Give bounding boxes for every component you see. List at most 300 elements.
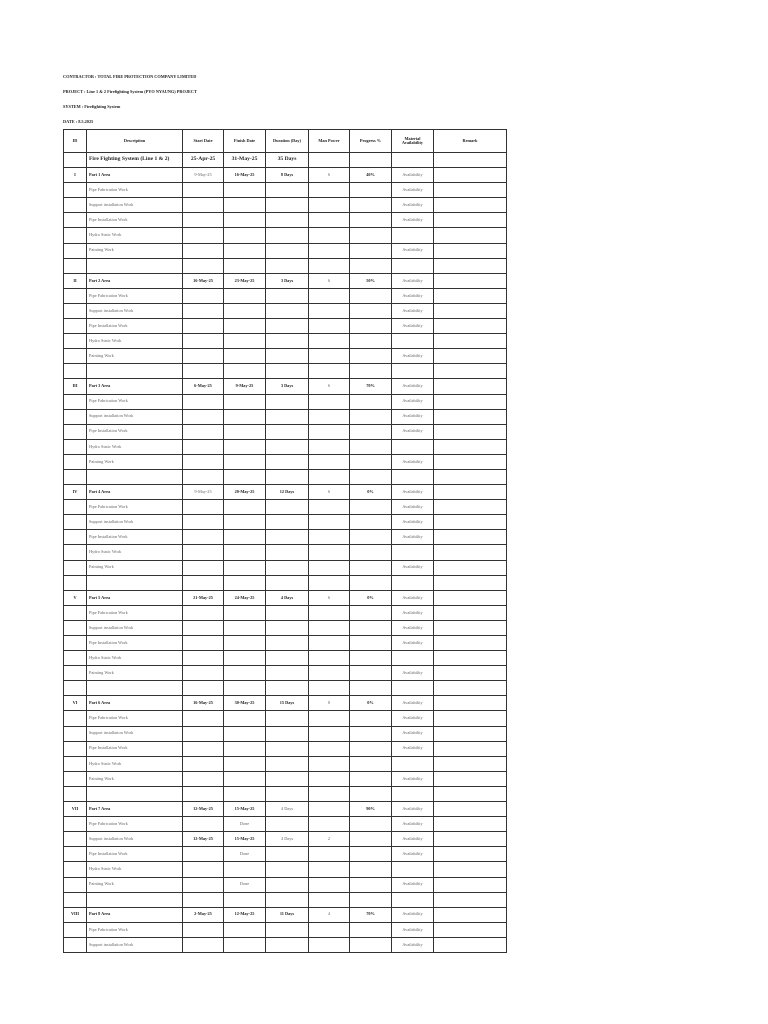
task-start <box>183 394 224 409</box>
part-row <box>64 485 507 500</box>
task-duration <box>266 651 309 666</box>
task-row <box>64 651 507 666</box>
part-progress: 70% <box>350 379 392 394</box>
spacer-row <box>64 681 507 696</box>
summary-description: Fire Fighting System (Line 1 & 2) <box>87 153 183 168</box>
task-description: Painting Work <box>87 560 183 575</box>
task-start <box>183 726 224 741</box>
part-manpower: 6 <box>309 273 350 288</box>
part-id: VIII <box>64 907 87 922</box>
task-start <box>183 877 224 892</box>
task-remark <box>434 741 507 756</box>
task-progress <box>350 847 392 862</box>
task-duration <box>266 394 309 409</box>
task-progress <box>350 937 392 952</box>
task-progress <box>350 545 392 560</box>
task-material: Availability <box>392 726 434 741</box>
task-manpower <box>309 545 350 560</box>
task-material: Availability <box>392 394 434 409</box>
task-duration <box>266 213 309 228</box>
part-id: VI <box>64 696 87 711</box>
task-manpower <box>309 636 350 651</box>
task-material: Availability <box>392 832 434 847</box>
task-start <box>183 409 224 424</box>
task-row <box>64 500 507 515</box>
part-duration: 4 Days <box>266 802 309 817</box>
task-progress <box>350 636 392 651</box>
task-description: Hydro Static Work <box>87 439 183 454</box>
task-description: Pipe Installation Work <box>87 636 183 651</box>
col-start-date: Start Date <box>183 130 224 153</box>
task-progress <box>350 228 392 243</box>
task-progress <box>350 213 392 228</box>
task-remark <box>434 515 507 530</box>
task-finish <box>224 711 266 726</box>
task-remark <box>434 500 507 515</box>
task-description: Painting Work <box>87 877 183 892</box>
part-remark <box>434 590 507 605</box>
task-description: Support installation Work <box>87 620 183 635</box>
part-row <box>64 168 507 183</box>
task-finish <box>224 394 266 409</box>
task-duration <box>266 530 309 545</box>
task-remark <box>434 560 507 575</box>
task-manpower <box>309 741 350 756</box>
task-start <box>183 636 224 651</box>
task-progress <box>350 515 392 530</box>
task-progress <box>350 711 392 726</box>
date-line: DATE : 8.5.2025 <box>63 119 94 124</box>
part-manpower: 6 <box>309 379 350 394</box>
task-manpower <box>309 937 350 952</box>
part-material: Availability <box>392 168 434 183</box>
task-description: Painting Work <box>87 243 183 258</box>
task-duration <box>266 620 309 635</box>
task-material: Availability <box>392 560 434 575</box>
task-finish <box>224 862 266 877</box>
task-row <box>64 832 507 847</box>
task-row <box>64 303 507 318</box>
task-remark <box>434 545 507 560</box>
task-progress <box>350 756 392 771</box>
task-row <box>64 636 507 651</box>
task-duration <box>266 862 309 877</box>
task-row <box>64 862 507 877</box>
part-start: 16-May-25 <box>183 273 224 288</box>
task-duration <box>266 319 309 334</box>
task-progress <box>350 832 392 847</box>
task-progress <box>350 651 392 666</box>
part-finish: 15-May-25 <box>224 802 266 817</box>
part-duration: 15 Days <box>266 696 309 711</box>
task-row <box>64 847 507 862</box>
task-manpower <box>309 319 350 334</box>
part-manpower: 8 <box>309 696 350 711</box>
task-remark <box>434 726 507 741</box>
task-remark <box>434 213 507 228</box>
task-description: Painting Work <box>87 454 183 469</box>
task-material: Availability <box>392 620 434 635</box>
task-remark <box>434 922 507 937</box>
col-duration: Duration (Day) <box>266 130 309 153</box>
part-remark <box>434 907 507 922</box>
task-finish <box>224 922 266 937</box>
col-progress: Progress % <box>350 130 392 153</box>
part-row <box>64 696 507 711</box>
task-duration: 4 Days <box>266 832 309 847</box>
task-description: Painting Work <box>87 771 183 786</box>
part-name: Part 1 Area <box>87 168 183 183</box>
task-duration <box>266 756 309 771</box>
task-material <box>392 334 434 349</box>
spacer-row <box>64 892 507 907</box>
task-duration <box>266 877 309 892</box>
task-start <box>183 741 224 756</box>
task-manpower <box>309 756 350 771</box>
task-row <box>64 877 507 892</box>
task-start <box>183 771 224 786</box>
task-manpower <box>309 651 350 666</box>
task-description: Support installation Work <box>87 726 183 741</box>
task-finish <box>224 319 266 334</box>
part-material: Availability <box>392 379 434 394</box>
task-material: Availability <box>392 605 434 620</box>
task-finish <box>224 454 266 469</box>
task-manpower <box>309 424 350 439</box>
task-progress <box>350 439 392 454</box>
part-progress: 50% <box>350 273 392 288</box>
task-duration <box>266 243 309 258</box>
part-material: Availability <box>392 273 434 288</box>
task-start <box>183 349 224 364</box>
task-manpower: 2 <box>309 832 350 847</box>
task-duration <box>266 817 309 832</box>
task-finish: Done <box>224 877 266 892</box>
task-start <box>183 303 224 318</box>
task-duration <box>266 726 309 741</box>
task-progress <box>350 620 392 635</box>
task-remark <box>434 711 507 726</box>
task-start <box>183 560 224 575</box>
task-remark <box>434 409 507 424</box>
task-material: Availability <box>392 213 434 228</box>
task-material: Availability <box>392 303 434 318</box>
part-material: Availability <box>392 485 434 500</box>
task-material: Availability <box>392 922 434 937</box>
part-progress: 40% <box>350 168 392 183</box>
task-start <box>183 605 224 620</box>
task-row <box>64 771 507 786</box>
task-description: Pipe Installation Work <box>87 847 183 862</box>
task-row <box>64 560 507 575</box>
summary-start: 25-Apr-25 <box>183 153 224 168</box>
task-row <box>64 319 507 334</box>
task-start <box>183 454 224 469</box>
part-remark <box>434 802 507 817</box>
task-row <box>64 711 507 726</box>
part-row <box>64 379 507 394</box>
task-duration <box>266 771 309 786</box>
part-id: VII <box>64 802 87 817</box>
part-row <box>64 907 507 922</box>
task-description: Pipe Fabrication Work <box>87 817 183 832</box>
task-row <box>64 741 507 756</box>
task-manpower <box>309 288 350 303</box>
task-finish <box>224 605 266 620</box>
part-duration: 4 Days <box>266 590 309 605</box>
task-finish <box>224 620 266 635</box>
part-material: Availability <box>392 590 434 605</box>
task-row <box>64 409 507 424</box>
summary-duration: 35 Days <box>266 153 309 168</box>
task-duration <box>266 439 309 454</box>
task-material: Availability <box>392 349 434 364</box>
part-row <box>64 802 507 817</box>
task-manpower <box>309 726 350 741</box>
task-row <box>64 545 507 560</box>
task-duration <box>266 349 309 364</box>
task-finish <box>224 424 266 439</box>
task-start <box>183 862 224 877</box>
col-finish-date: Finish Date <box>224 130 266 153</box>
spacer-row <box>64 364 507 379</box>
task-manpower <box>309 228 350 243</box>
task-description: Hydro Static Work <box>87 334 183 349</box>
part-finish: 20-May-25 <box>224 485 266 500</box>
part-remark <box>434 485 507 500</box>
task-remark <box>434 334 507 349</box>
task-finish <box>224 349 266 364</box>
part-name: Part 6 Area <box>87 696 183 711</box>
task-remark <box>434 183 507 198</box>
task-description: Pipe Installation Work <box>87 741 183 756</box>
task-finish <box>224 228 266 243</box>
task-material: Availability <box>392 454 434 469</box>
task-row <box>64 620 507 635</box>
task-row <box>64 213 507 228</box>
task-material: Availability <box>392 741 434 756</box>
part-remark <box>434 168 507 183</box>
part-manpower: 6 <box>309 485 350 500</box>
task-material <box>392 651 434 666</box>
task-start <box>183 243 224 258</box>
task-duration <box>266 711 309 726</box>
task-material: Availability <box>392 183 434 198</box>
task-remark <box>434 198 507 213</box>
task-finish <box>224 213 266 228</box>
task-description: Pipe Installation Work <box>87 424 183 439</box>
part-id: IV <box>64 485 87 500</box>
task-row <box>64 605 507 620</box>
task-duration <box>266 334 309 349</box>
task-start <box>183 228 224 243</box>
task-duration <box>266 228 309 243</box>
part-id: I <box>64 168 87 183</box>
task-remark <box>434 530 507 545</box>
task-progress <box>350 394 392 409</box>
task-row <box>64 937 507 952</box>
task-description: Pipe Fabrication Work <box>87 183 183 198</box>
task-finish <box>224 636 266 651</box>
task-finish <box>224 515 266 530</box>
task-manpower <box>309 349 350 364</box>
task-manpower <box>309 439 350 454</box>
task-progress <box>350 817 392 832</box>
task-duration <box>266 409 309 424</box>
task-row <box>64 817 507 832</box>
task-finish <box>224 288 266 303</box>
task-finish <box>224 409 266 424</box>
task-progress <box>350 862 392 877</box>
task-material: Availability <box>392 666 434 681</box>
task-remark <box>434 651 507 666</box>
task-row <box>64 515 507 530</box>
task-row <box>64 394 507 409</box>
part-progress: 70% <box>350 907 392 922</box>
task-progress <box>350 666 392 681</box>
task-description: Painting Work <box>87 666 183 681</box>
task-remark <box>434 303 507 318</box>
task-progress <box>350 530 392 545</box>
task-start <box>183 666 224 681</box>
task-start <box>183 334 224 349</box>
task-finish <box>224 651 266 666</box>
task-start <box>183 847 224 862</box>
task-start <box>183 319 224 334</box>
task-manpower <box>309 666 350 681</box>
task-start <box>183 288 224 303</box>
task-finish <box>224 937 266 952</box>
part-id: III <box>64 379 87 394</box>
summary-row <box>64 153 507 168</box>
part-manpower: 6 <box>309 168 350 183</box>
task-finish: Done <box>224 847 266 862</box>
task-description: Support installation Work <box>87 937 183 952</box>
task-remark <box>434 243 507 258</box>
part-duration: 11 Days <box>266 907 309 922</box>
task-remark <box>434 288 507 303</box>
task-remark <box>434 620 507 635</box>
part-remark <box>434 696 507 711</box>
task-duration <box>266 636 309 651</box>
task-progress <box>350 771 392 786</box>
task-duration <box>266 560 309 575</box>
task-material <box>392 545 434 560</box>
task-manpower <box>309 560 350 575</box>
task-progress <box>350 454 392 469</box>
task-manpower <box>309 334 350 349</box>
task-row <box>64 349 507 364</box>
task-progress <box>350 198 392 213</box>
task-material <box>392 228 434 243</box>
task-finish <box>224 198 266 213</box>
project-line: PROJECT : Line 1 & 2 Firefighting System (PYO NYAUNG) PROJECT <box>63 89 197 94</box>
task-manpower <box>309 303 350 318</box>
task-description: Pipe Fabrication Work <box>87 605 183 620</box>
task-row <box>64 666 507 681</box>
part-id: V <box>64 590 87 605</box>
task-row <box>64 334 507 349</box>
part-start: 21-May-25 <box>183 590 224 605</box>
task-material: Availability <box>392 877 434 892</box>
task-row <box>64 756 507 771</box>
task-description: Support installation Work <box>87 198 183 213</box>
task-material: Availability <box>392 636 434 651</box>
task-start <box>183 922 224 937</box>
task-start <box>183 817 224 832</box>
task-material: Availability <box>392 500 434 515</box>
task-finish <box>224 530 266 545</box>
task-description: Pipe Installation Work <box>87 530 183 545</box>
task-material: Availability <box>392 515 434 530</box>
task-duration <box>266 183 309 198</box>
task-description: Pipe Fabrication Work <box>87 711 183 726</box>
task-finish <box>224 666 266 681</box>
task-duration <box>266 500 309 515</box>
task-start <box>183 439 224 454</box>
spacer-row <box>64 786 507 801</box>
task-description: Support installation Work <box>87 515 183 530</box>
task-finish <box>224 771 266 786</box>
part-name: Part 3 Area <box>87 379 183 394</box>
task-duration <box>266 937 309 952</box>
task-material: Availability <box>392 817 434 832</box>
header-row <box>64 130 507 153</box>
task-description: Hydro Static Work <box>87 651 183 666</box>
part-material: Availability <box>392 696 434 711</box>
task-finish <box>224 560 266 575</box>
task-progress <box>350 605 392 620</box>
task-start <box>183 515 224 530</box>
part-start: 9-May-25 <box>183 485 224 500</box>
task-manpower <box>309 877 350 892</box>
task-remark <box>434 756 507 771</box>
contractor-line: CONTRACTOR : TOTAL FIRE PROTECTION COMPANY LIMITED <box>63 74 197 79</box>
part-start: 16-May-25 <box>183 696 224 711</box>
task-remark <box>434 862 507 877</box>
part-finish: 23-May-25 <box>224 273 266 288</box>
task-manpower <box>309 515 350 530</box>
task-row <box>64 198 507 213</box>
part-manpower <box>309 802 350 817</box>
task-manpower <box>309 922 350 937</box>
part-row <box>64 273 507 288</box>
task-description: Support installation Work <box>87 303 183 318</box>
task-remark <box>434 605 507 620</box>
part-finish: 30-May-25 <box>224 696 266 711</box>
task-start <box>183 500 224 515</box>
task-manpower <box>309 862 350 877</box>
task-manpower <box>309 500 350 515</box>
task-row <box>64 726 507 741</box>
task-start <box>183 711 224 726</box>
task-description: Hydro Static Work <box>87 545 183 560</box>
task-material: Availability <box>392 198 434 213</box>
task-start <box>183 545 224 560</box>
task-row <box>64 424 507 439</box>
part-duration: 8 Days <box>266 168 309 183</box>
task-description: Support installation Work <box>87 832 183 847</box>
col-man-power: Man Power <box>309 130 350 153</box>
task-finish <box>224 756 266 771</box>
task-manpower <box>309 213 350 228</box>
part-start: 6-May-25 <box>183 379 224 394</box>
task-remark <box>434 439 507 454</box>
task-remark <box>434 228 507 243</box>
task-remark <box>434 394 507 409</box>
part-duration: 12 Days <box>266 485 309 500</box>
task-progress <box>350 726 392 741</box>
